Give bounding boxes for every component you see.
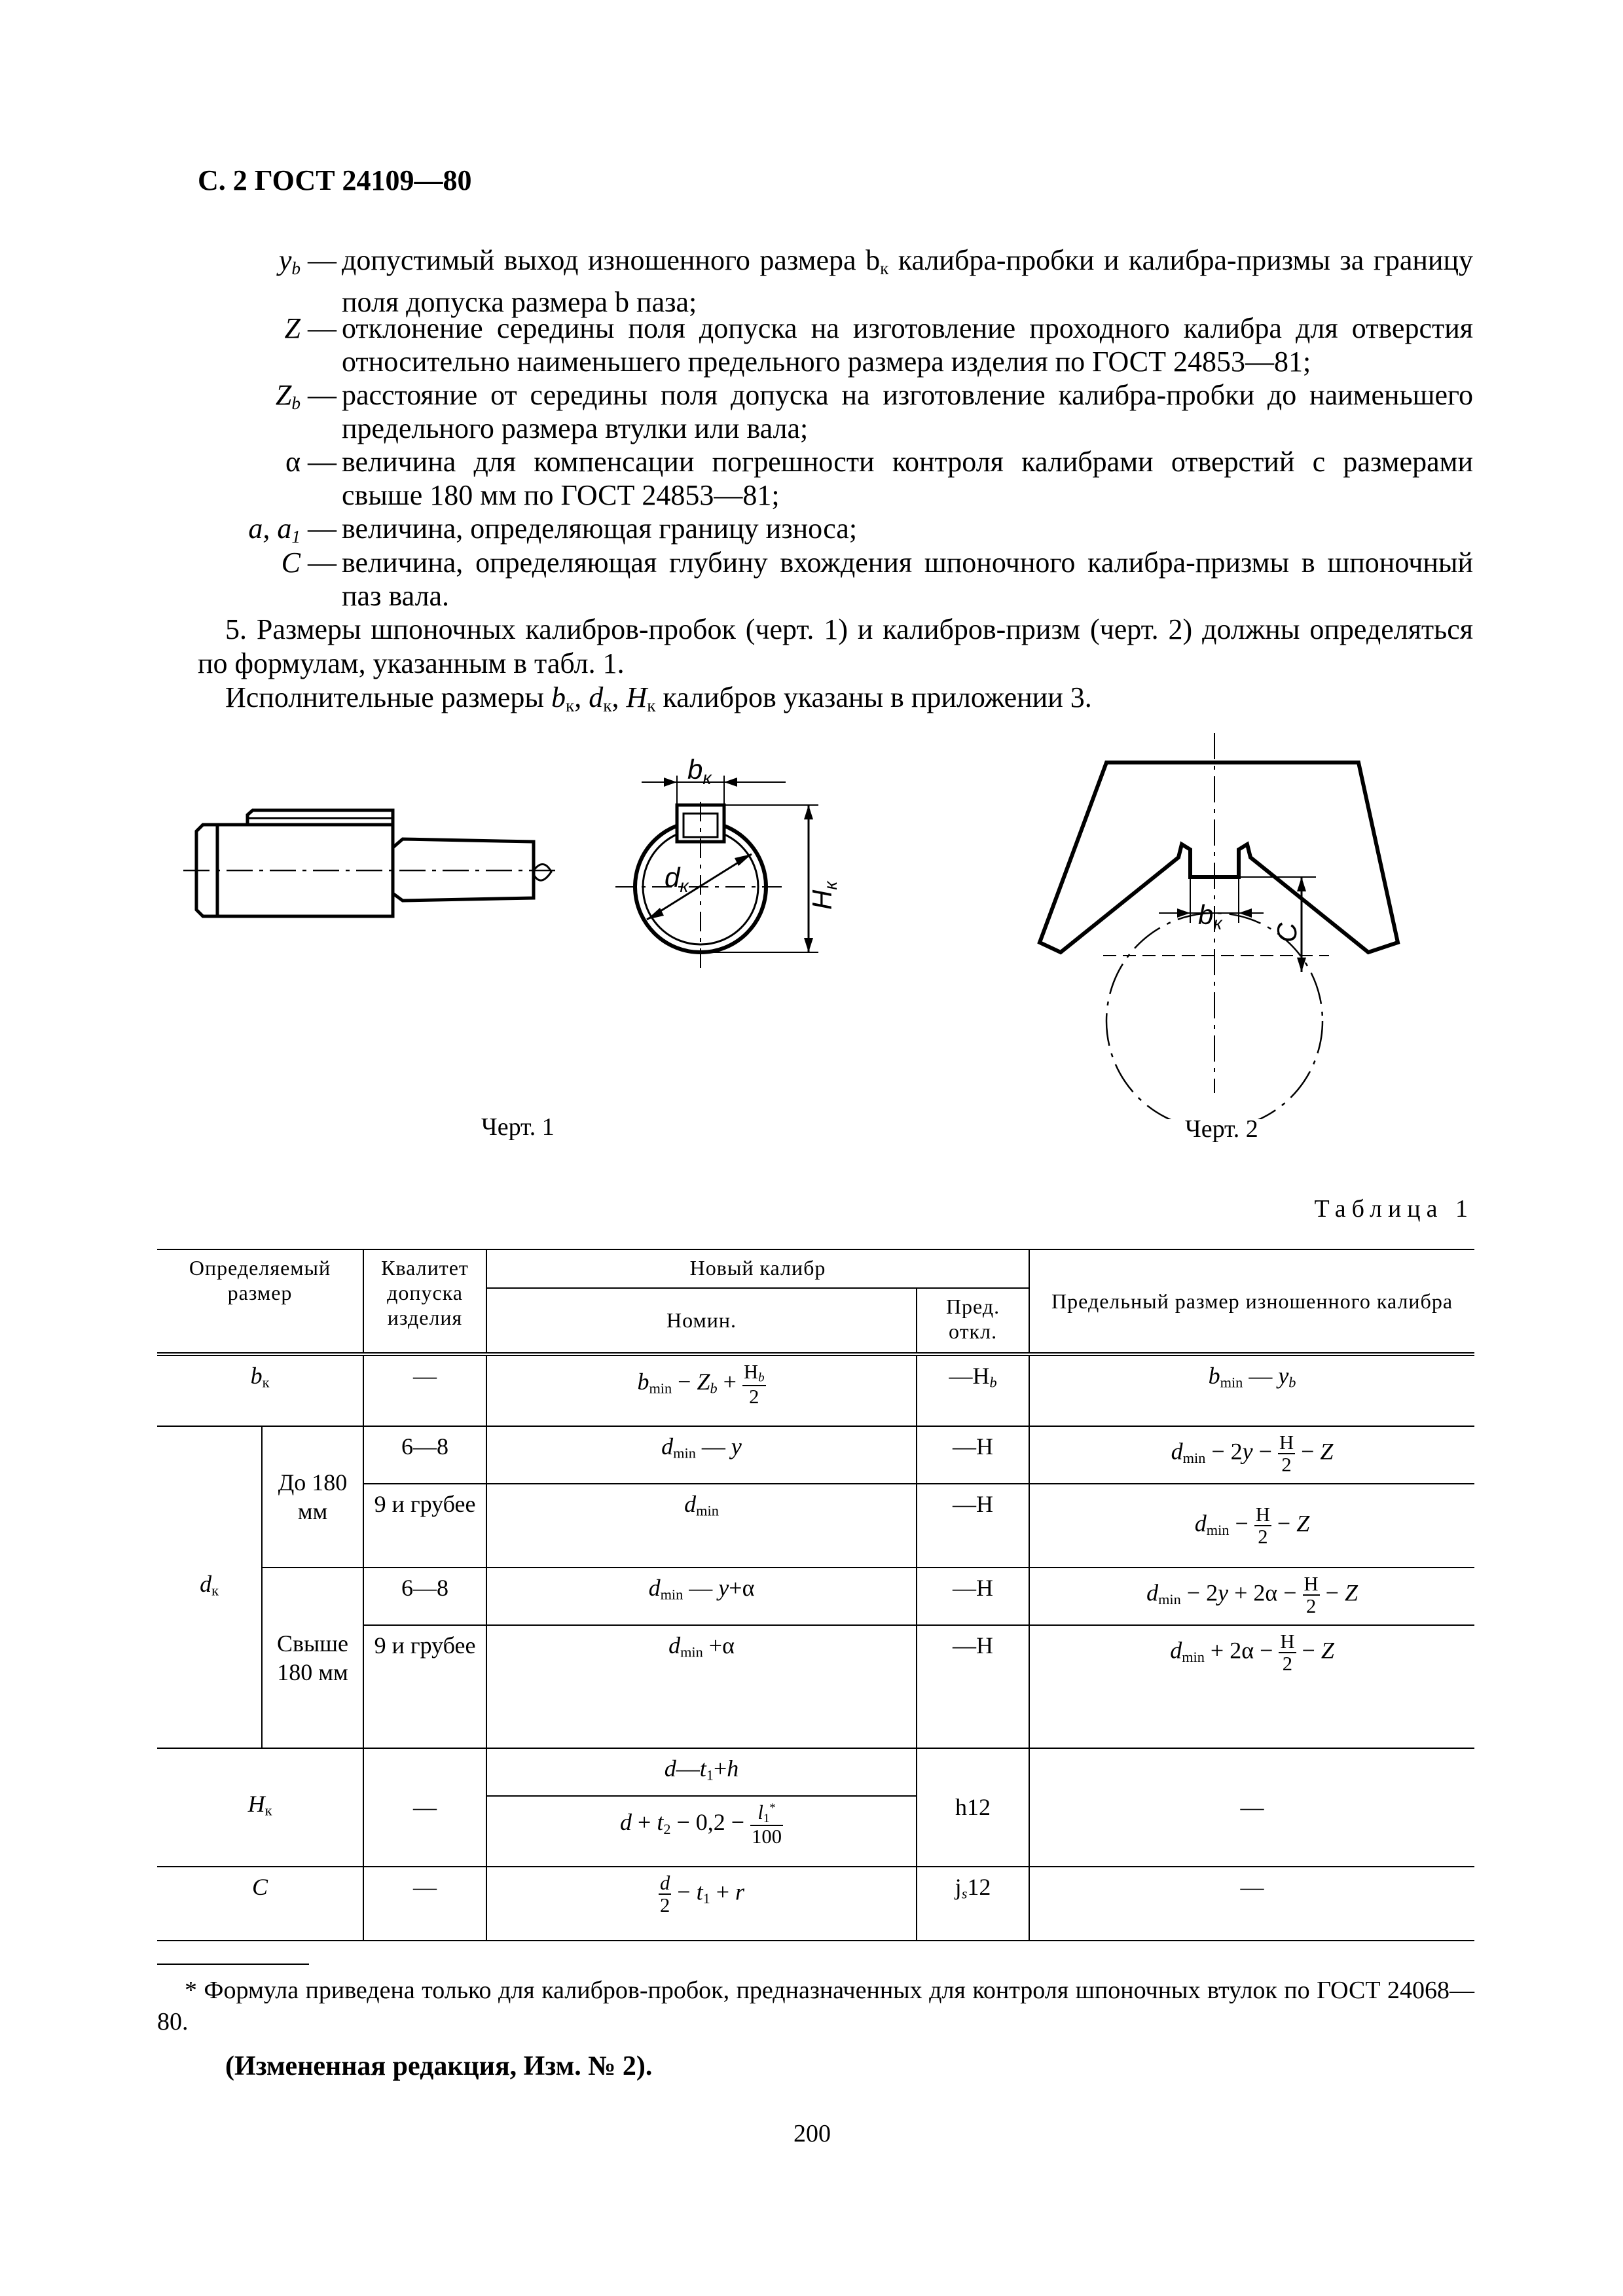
footnote-separator bbox=[157, 1964, 309, 1965]
row-hk-label: $H_к$ bbox=[157, 1748, 363, 1867]
head-quality: Квалитет допуска изделия bbox=[363, 1249, 486, 1354]
dim-bk-label-2: bк bbox=[1198, 899, 1222, 933]
row-bk-deviation: $—H_b$ bbox=[917, 1354, 1029, 1426]
head-determined-size: Определяемый размер bbox=[157, 1249, 363, 1354]
dim-hk-label: Hк bbox=[807, 881, 841, 910]
dim-dk-label: dк bbox=[665, 862, 689, 896]
def-text-c: величина, определяющая глубину вхождения шпоночного калибра-призмы в шпоночный паз вала. bbox=[342, 547, 1473, 612]
dim-c-label: C bbox=[1271, 922, 1302, 942]
row-dk-upto-180: До 180 мм bbox=[262, 1426, 363, 1568]
row-dk-deviation-4: —H bbox=[917, 1625, 1029, 1748]
def-symbol-alpha: α — bbox=[285, 446, 337, 478]
row-dk-worn-1: $d_{min} - 2y$ − $\frac{H}{2}$ − Z bbox=[1029, 1426, 1474, 1484]
row-c-nominal: $\frac{d}{2}$ − $t_1 + r$ bbox=[486, 1867, 917, 1941]
head-deviation: Пред. откл. bbox=[917, 1288, 1029, 1354]
head-worn-limit: Предельный размер изношенного калибра bbox=[1029, 1249, 1474, 1354]
def-text-a: величина, определяющая границу износа; bbox=[342, 512, 858, 545]
row-dk-worn-3: $d_{min} - 2y + 2\alpha$ − $\frac{H}{2}$ − Z bbox=[1029, 1568, 1474, 1625]
table-title: Таблица 1 bbox=[1314, 1195, 1474, 1223]
row-bk-nominal: $b_{min} - Z_b$ + $\frac{H_b}{2}$ bbox=[486, 1354, 917, 1426]
def-symbol-a: a, $a_1$ — bbox=[248, 512, 337, 547]
drawing-2-prism-gauge bbox=[1028, 726, 1447, 1119]
row-hk-quality: — bbox=[363, 1748, 486, 1867]
row-dk-over-180: Свыше 180 мм bbox=[262, 1568, 363, 1748]
row-hk-deviation: h12 bbox=[917, 1748, 1029, 1867]
row-dk-q-6-8-a: 6—8 bbox=[363, 1426, 486, 1484]
def-symbol-yb: $y_b$ — bbox=[278, 244, 337, 278]
row-dk-nominal-3: $d_{min}$ — y+α bbox=[486, 1568, 917, 1625]
def-symbol-zb: $Z_b$ — bbox=[275, 379, 337, 413]
row-bk-worn: $b_{min}$ — $y_b$ bbox=[1029, 1354, 1474, 1426]
def-text-z: отклонение середины поля допуска на изготовление проходного калибра для отверстия относительно наименьшего предельного размера изделия по ГОСТ 24853—81; bbox=[342, 312, 1473, 378]
row-dk-nominal-4: $d_{min} +\alpha$ bbox=[486, 1625, 917, 1748]
drawing-1-caption: Черт. 1 bbox=[481, 1113, 555, 1141]
row-dk-label: $d_к$ bbox=[157, 1426, 262, 1748]
row-dk-q-9-a: 9 и грубее bbox=[363, 1484, 486, 1568]
drawing-1-plug-gauge bbox=[177, 726, 864, 1001]
row-dk-worn-4: $d_{min} + 2\alpha$ − $\frac{H}{2}$ − Z bbox=[1029, 1625, 1474, 1748]
row-hk-worn: — bbox=[1029, 1748, 1474, 1867]
row-dk-worn-2: $d_{min}$ − $\frac{H}{2}$ − Z bbox=[1029, 1484, 1474, 1568]
def-text-zb: расстояние от середины поля допуска на изготовление калибра-пробки до наименьшего предельного размера втулки или вала; bbox=[342, 379, 1473, 444]
def-text-yb: допустимый выход изношенного размера $b_к$ калибра-пробки и калибра-призмы за границу поля допуска размера b паза; bbox=[342, 244, 1473, 318]
head-nominal: Номин. bbox=[486, 1288, 917, 1354]
row-dk-q-9-b: 9 и грубее bbox=[363, 1625, 486, 1748]
row-bk-label: $b_к$ bbox=[157, 1354, 363, 1426]
row-c-worn: — bbox=[1029, 1867, 1474, 1941]
footnote: * Формула приведена только для калибров-пробок, предназначенных для контроля шпоночных втулок по ГОСТ 24068—80. bbox=[157, 1977, 1474, 2036]
row-dk-deviation-1: —H bbox=[917, 1426, 1029, 1484]
edit-note: (Измененная редакция, Изм. № 2). bbox=[225, 2051, 653, 2081]
paragraph-executive-sizes: Исполнительные размеры $b_к$, $d_к$, $H_к$ калибров указаны в приложении 3. bbox=[225, 681, 1092, 715]
row-hk-nominal-2: $d + t_2 - 0,2$ − $\frac{l_1^*}{100}$ bbox=[486, 1796, 917, 1867]
row-c-quality: — bbox=[363, 1867, 486, 1941]
row-dk-deviation-2: —H bbox=[917, 1484, 1029, 1568]
def-text-alpha: величина для компенсации погрешности контроля калибрами отверстий с размерами свыше 180 мм по ГОСТ 24853—81; bbox=[342, 446, 1473, 511]
page-number: 200 bbox=[793, 2120, 831, 2147]
row-bk-quality: — bbox=[363, 1354, 486, 1426]
row-c-deviation: $j_s12$ bbox=[917, 1867, 1029, 1941]
page-header: С. 2 ГОСТ 24109—80 bbox=[198, 164, 472, 196]
paragraph-5: 5. Размеры шпоночных калибров-пробок (черт. 1) и калибров-призм (черт. 2) должны определяться по формулам, указанным в табл. 1. bbox=[198, 613, 1473, 679]
row-hk-nominal-1: $d—t_1+h$ bbox=[486, 1748, 917, 1796]
row-dk-deviation-3: —H bbox=[917, 1568, 1029, 1625]
drawing-2-caption: Черт. 2 bbox=[1185, 1115, 1258, 1143]
def-symbol-c: C — bbox=[281, 547, 337, 579]
dim-bk-label-1: bк bbox=[687, 754, 712, 788]
def-symbol-z: Z — bbox=[284, 312, 337, 344]
table-1 bbox=[157, 1249, 1474, 1941]
row-c-label: C bbox=[157, 1867, 363, 1941]
row-dk-nominal-1: $d_{min}$ — y bbox=[486, 1426, 917, 1484]
row-dk-q-6-8-b: 6—8 bbox=[363, 1568, 486, 1625]
row-dk-nominal-2: $d_{min}$ bbox=[486, 1484, 917, 1568]
head-new-gauge: Новый калибр bbox=[486, 1249, 1029, 1288]
